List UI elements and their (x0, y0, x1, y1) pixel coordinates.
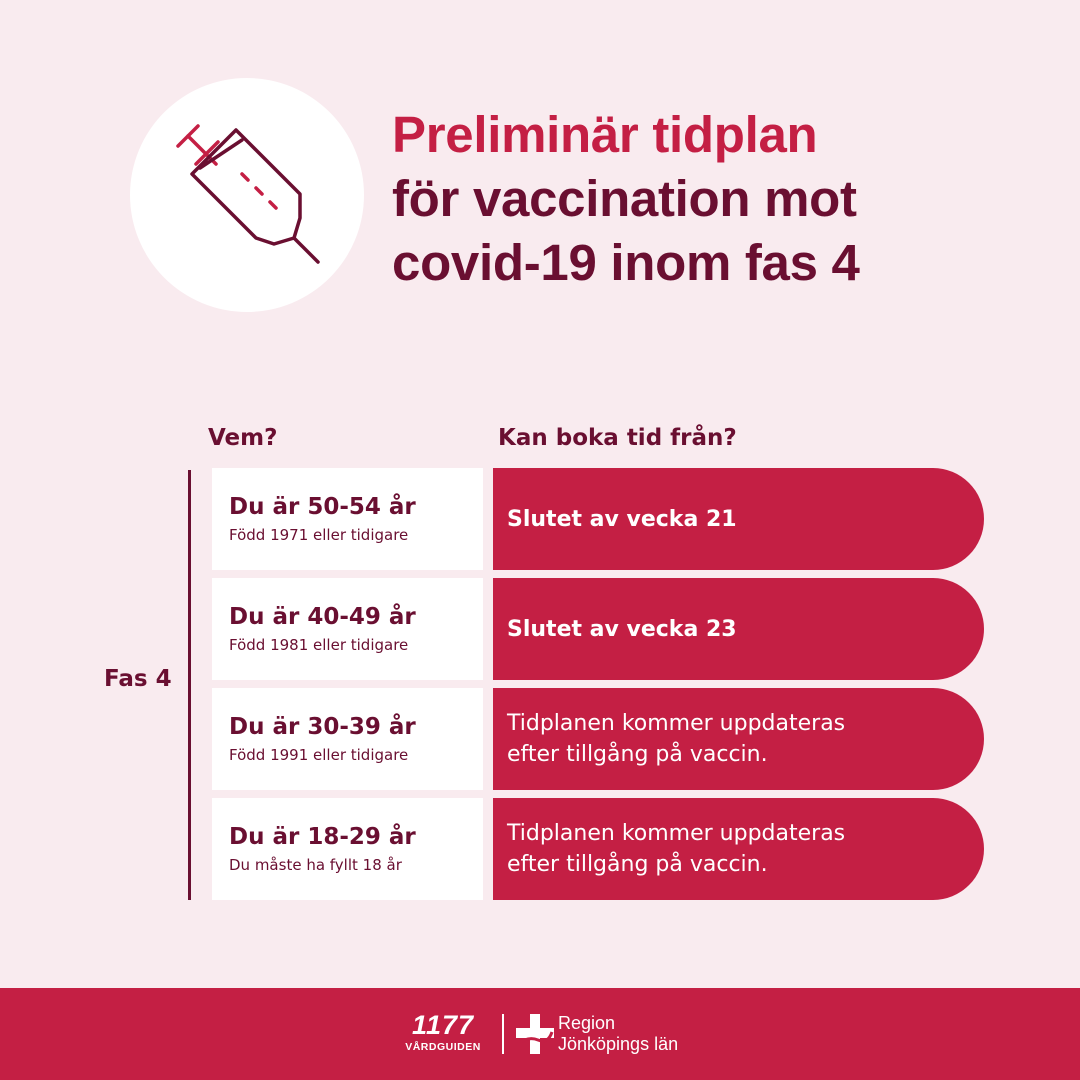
who-cell (212, 798, 483, 900)
booking-cell (493, 798, 984, 900)
booking-time: Slutet av vecka 21 (507, 506, 737, 532)
booking-cell (493, 688, 984, 790)
column-header-when: Kan boka tid från? (498, 425, 737, 451)
syringe-icon (130, 78, 364, 312)
birth-info: Född 1971 eller tidigare (229, 526, 409, 544)
table-row (212, 798, 984, 900)
table-row (212, 578, 984, 680)
booking-time: Slutet av vecka 23 (507, 616, 737, 642)
region-cross-icon (516, 1014, 554, 1054)
age-range: Du är 50-54 år (229, 494, 416, 520)
phase-label: Fas 4 (104, 666, 172, 692)
age-range: Du är 30-39 år (229, 714, 416, 740)
who-cell (212, 578, 483, 680)
region-line-1: Region (558, 1013, 616, 1033)
birth-info: Född 1981 eller tidigare (229, 636, 409, 654)
table-row (212, 688, 984, 790)
footer (0, 988, 1080, 1080)
page-title (392, 103, 860, 295)
who-cell (212, 688, 483, 790)
who-cell (212, 468, 483, 570)
booking-time: Tidplanen kommer uppdateras efter tillgång på vaccin. (507, 711, 846, 767)
column-header-who: Vem? (208, 425, 278, 451)
age-range: Du är 40-49 år (229, 604, 416, 630)
phase-bracket-line (188, 470, 191, 900)
logo-1177-vardguiden (396, 1012, 490, 1053)
birth-info: Född 1991 eller tidigare (229, 746, 409, 764)
booking-time: Tidplanen kommer uppdateras efter tillgång på vaccin. (507, 821, 846, 877)
booking-cell (493, 468, 984, 570)
title-line-1: Preliminär tidplan (392, 106, 818, 163)
region-logo-text (558, 1013, 678, 1055)
syringe-icon-circle (130, 78, 364, 312)
age-range: Du är 18-29 år (229, 824, 416, 850)
table-row (212, 468, 984, 570)
title-line-3: covid-19 inom fas 4 (392, 234, 860, 291)
region-line-2: Jönköpings län (558, 1034, 679, 1054)
birth-info: Du måste ha fyllt 18 år (229, 856, 402, 874)
logo-divider (502, 1014, 504, 1054)
logo-subtitle: VÅRDGUIDEN (405, 1041, 481, 1053)
logo-number: 1177 (411, 1010, 475, 1040)
title-line-2: för vaccination mot (392, 170, 857, 227)
booking-cell (493, 578, 984, 680)
